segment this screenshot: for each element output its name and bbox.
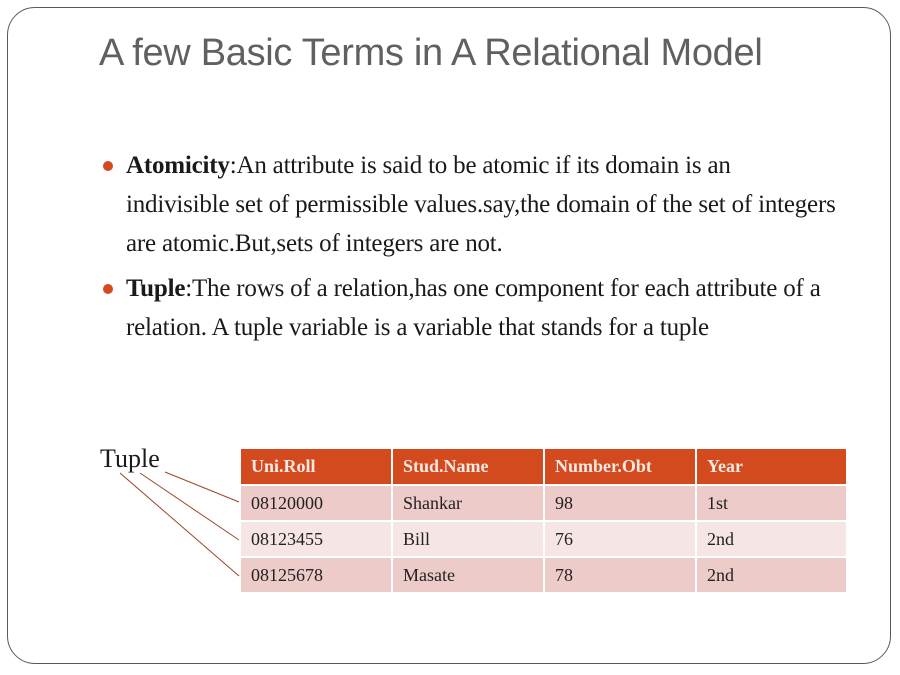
- table-cell: 98: [545, 486, 695, 522]
- table-cell: 08120000: [241, 486, 391, 522]
- table-cell: 08123455: [241, 522, 391, 558]
- table-cell: Bill: [393, 522, 543, 558]
- tuple-label: Tuple: [100, 444, 160, 473]
- term-atomicity: Atomicity: [126, 152, 230, 179]
- table-row: [241, 522, 846, 558]
- table-cell: Shankar: [393, 486, 543, 522]
- bullet-list: [100, 146, 840, 353]
- table-cell: 76: [545, 522, 695, 558]
- slide-title: A few Basic Terms in A Relational Model: [99, 32, 763, 74]
- column-header: Number.Obt: [545, 449, 695, 486]
- column-header: Year: [697, 449, 846, 486]
- table-cell: 78: [545, 558, 695, 594]
- table-cell: 08125678: [241, 558, 391, 594]
- table-row: [241, 558, 846, 594]
- bullet-dot-icon: [103, 284, 113, 294]
- bullet-atomicity: [100, 146, 840, 263]
- table-cell: 2nd: [697, 558, 846, 594]
- table-header-row: [241, 449, 846, 486]
- definition-atomicity: :An attribute is said to be atomic if its domain is an indivisible set of permissible values.say,the domain of the set of integers are atomic.But,sets of integers are not.: [126, 152, 836, 257]
- table-cell: 1st: [697, 486, 846, 522]
- relation-table: [239, 449, 848, 594]
- term-tuple: Tuple: [126, 275, 186, 302]
- table-cell: 2nd: [697, 522, 846, 558]
- bullet-dot-icon: [103, 161, 113, 171]
- table-row: [241, 486, 846, 522]
- definition-tuple: :The rows of a relation,has one component for each attribute of a relation. A tuple variable is a variable that stands for a tuple: [126, 275, 821, 341]
- table-cell: Masate: [393, 558, 543, 594]
- bullet-tuple: [100, 269, 840, 347]
- column-header: Uni.Roll: [241, 449, 391, 486]
- column-header: Stud.Name: [393, 449, 543, 486]
